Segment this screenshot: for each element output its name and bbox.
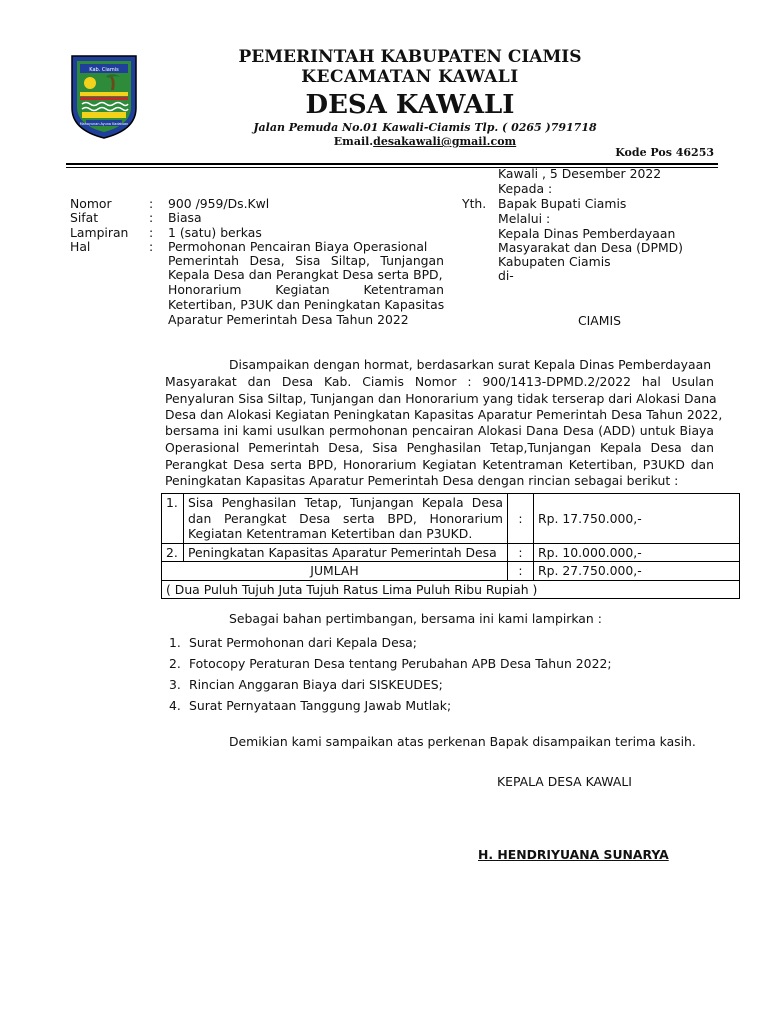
table-row: [162, 543, 740, 562]
table-row: [162, 494, 740, 544]
total-colon: :: [508, 562, 534, 581]
sifat-colon: :: [149, 210, 154, 225]
place-date: Kawali , 5 Desember 2022: [498, 166, 662, 181]
row-description: Peningkatan Kapasitas Aparatur Pemerintah Desa: [184, 543, 508, 562]
row-amount: Rp. 17.750.000,-: [534, 494, 740, 544]
kop-postal: Kode Pos 46253: [615, 146, 714, 159]
list-item: [169, 674, 612, 695]
body-line-8: Peningkatan Kapasitas Aparatur Pemerintah Desa dengan rincian sebagai berikut :: [165, 473, 679, 488]
list-text: Surat Permohonan dari Kepala Desa;: [189, 635, 417, 650]
di: di-: [498, 268, 514, 283]
hal-label: Hal: [70, 239, 91, 254]
body-line-1: Disampaikan dengan hormat, berdasarkan surat Kepala Dinas Pemberdayaan: [229, 357, 712, 372]
kop-email: [160, 135, 690, 149]
hal-line-5: Ketertiban, P3UK dan Peningkatan Kapasitas: [168, 297, 445, 312]
total-label: JUMLAH: [162, 562, 508, 581]
via-line-2: Masyarakat dan Desa (DPMD): [498, 240, 684, 255]
hal-colon: :: [149, 239, 154, 254]
nomor-value: 900 /959/Ds.Kwl: [168, 196, 270, 211]
yth: Yth.: [462, 196, 487, 211]
hal-line-1: Permohonan Pencairan Biaya Operasional: [168, 239, 428, 254]
list-item: [169, 632, 612, 653]
body-line-6: Operasional Pemerintah Desa, Sisa Penghasilan Tetap,Tunjangan Kepala Desa dan: [165, 440, 714, 455]
total-row: [162, 562, 740, 581]
email-label: Email.: [333, 135, 374, 148]
row-description: [184, 494, 508, 544]
via-line-1: Kepala Dinas Pemberdayaan: [498, 226, 676, 241]
terbilang: ( Dua Puluh Tujuh Juta Tujuh Ratus Lima Puluh Ribu Rupiah ): [162, 580, 740, 599]
row-number: 2.: [162, 543, 184, 562]
list-number: 2.: [169, 656, 181, 671]
row1-desc-line-1: Sisa Penghasilan Tetap, Tunjangan Kepala Desa: [188, 495, 503, 510]
hal-line-2: Pemerintah Desa, Sisa Siltap, Tunjangan: [168, 253, 444, 268]
attachments-list: [169, 632, 612, 716]
row-amount: Rp. 10.000.000,-: [534, 543, 740, 562]
body-line-2: Masyarakat dan Desa Kab. Ciamis Nomor : 900/1413-DPMD.2/2022 hal Usulan: [165, 374, 714, 389]
list-number: 1.: [169, 635, 181, 650]
hal-line-6: Aparatur Pemerintah Desa Tahun 2022: [168, 312, 409, 327]
header-rule-thick: [66, 163, 718, 165]
row-number: 1.: [162, 494, 184, 544]
body-line-4: Desa dan Alokasi Kegiatan Peningkatan Kapasitas Aparatur Pemerintah Desa Tahun 2022,: [165, 407, 723, 422]
kop-line-2: KECAMATAN KAWALI: [301, 67, 519, 87]
row-colon: :: [508, 494, 534, 544]
list-number: 4.: [169, 698, 181, 713]
sifat-label: Sifat: [70, 210, 99, 225]
list-text: Fotocopy Peraturan Desa tentang Perubahan APB Desa Tahun 2022;: [189, 656, 612, 671]
city: CIAMIS: [578, 313, 621, 328]
list-number: 3.: [169, 677, 181, 692]
list-text: Surat Pernyataan Tanggung Jawab Mutlak;: [189, 698, 452, 713]
hal-line-3: Kepala Desa dan Perangkat Desa serta BPD,: [168, 267, 443, 282]
kop-line-1: PEMERINTAH KABUPATEN CIAMIS: [238, 47, 582, 67]
row1-desc-line-3: Kegiatan Ketentraman Ketertiban dan P3UKD.: [188, 526, 473, 541]
terbilang-row: [162, 580, 740, 599]
body-line-7: Perangkat Desa serta BPD, Honorarium Kegiatan Ketentraman Ketertiban, P3UKD dan: [165, 457, 714, 472]
ciamis-logo: [68, 50, 140, 140]
kepada: Kepada :: [498, 181, 553, 196]
signature-title: KEPALA DESA KAWALI: [497, 774, 632, 789]
list-text: Rincian Anggaran Biaya dari SISKEUDES;: [189, 677, 443, 692]
email-link[interactable]: desakawali@gmail.com: [373, 135, 517, 148]
hal-line-4: Honorarium Kegiatan Ketentraman: [168, 282, 444, 297]
body-line-3: Penyaluran Sisa Siltap, Tunjangan dan Honorarium yang tidak terserap dari Alokasi Dana: [165, 391, 717, 406]
row-colon: :: [508, 543, 534, 562]
sifat-value: Biasa: [168, 210, 202, 225]
nomor-label: Nomor: [70, 196, 112, 211]
logo-bottom-text: Mahayunan Ayuna Kadatuan: [79, 122, 129, 126]
total-amount: Rp. 27.750.000,-: [534, 562, 740, 581]
signer-name: H. HENDRIYUANA SUNARYA: [478, 847, 669, 862]
kop-address: Jalan Pemuda No.01 Kawali-Ciamis Tlp. ( 0265 )791718: [253, 121, 597, 134]
melalui: Melalui :: [498, 211, 551, 226]
via-line-3: Kabupaten Ciamis: [498, 254, 611, 269]
lampiran-label: Lampiran: [70, 225, 129, 240]
row1-desc-line-2: dan Perangkat Desa serta BPD, Honorarium: [188, 510, 503, 526]
body-line-5: bersama ini kami usulkan permohonan pencairan Alokasi Dana Desa (ADD) untuk Biaya: [165, 423, 714, 438]
list-item: [169, 695, 612, 716]
recipient: Bapak Bupati Ciamis: [498, 196, 627, 211]
kop-line-3: DESA KAWALI: [305, 90, 515, 120]
rincian-table: [161, 493, 740, 599]
list-item: [169, 653, 612, 674]
lampiran-colon: :: [149, 225, 154, 240]
closing-text: Demikian kami sampaikan atas perkenan Bapak disampaikan terima kasih.: [229, 734, 696, 749]
logo-top-text: Kab. Ciamis: [89, 67, 119, 73]
nomor-colon: :: [149, 196, 154, 211]
attachments-intro: Sebagai bahan pertimbangan, bersama ini kami lampirkan :: [229, 611, 602, 626]
lampiran-value: 1 (satu) berkas: [168, 225, 262, 240]
